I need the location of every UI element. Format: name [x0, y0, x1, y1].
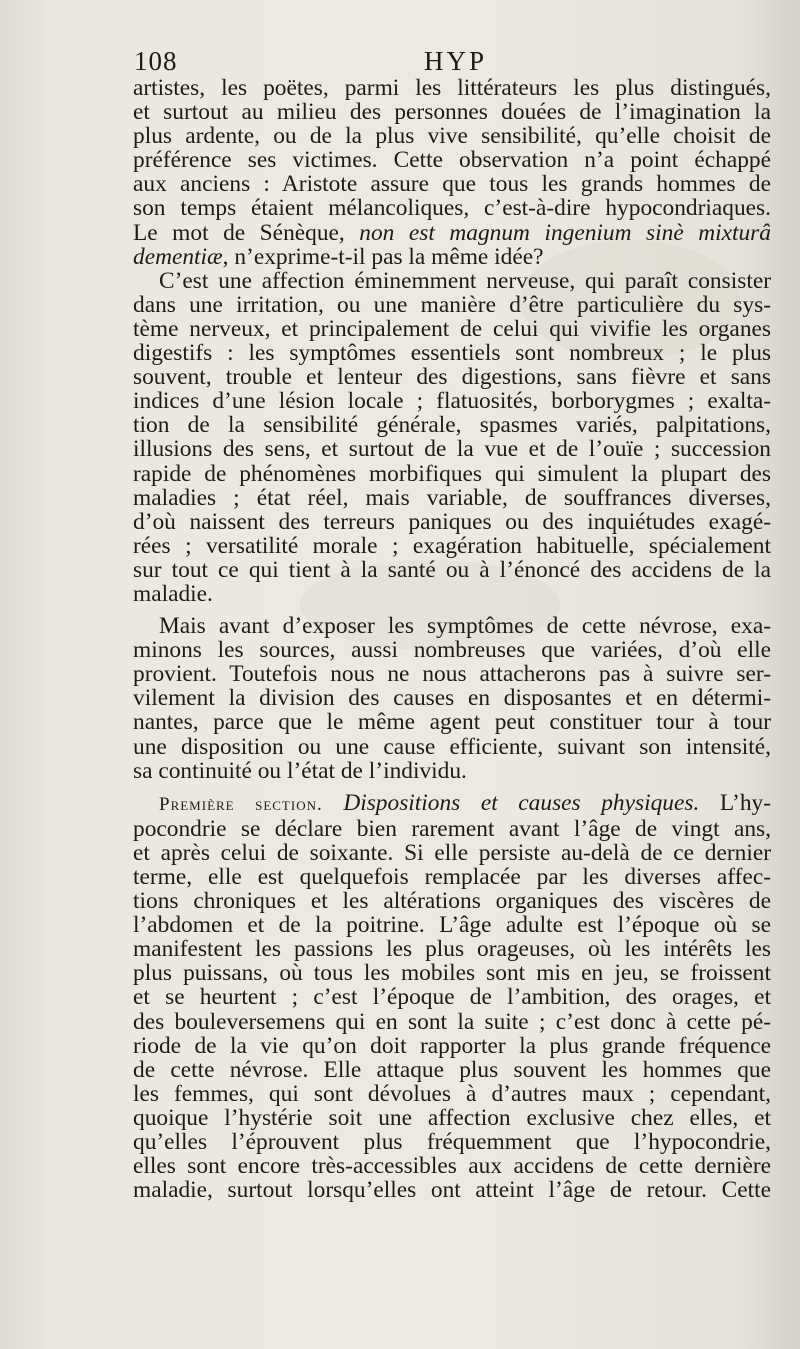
text-line: vilement la division des causes en disposantes et en détermi- [133, 685, 771, 712]
text-line: sa continuité ou l’état de l’individu. [133, 757, 467, 784]
text-line: et surtout au milieu des personnes douées de l’imagination la [133, 99, 771, 126]
text-line: souvent, trouble et lenteur des digestions, sans fièvre et sans [133, 364, 771, 391]
body-text [133, 76, 771, 1202]
text-line: aux anciens : Aristote assure que tous les grands hommes de [133, 171, 771, 198]
quote-intro: Le mot de Sénèque, [133, 219, 360, 246]
text-line [133, 245, 771, 269]
text-line: préférence ses victimes. Cette observation n’a point échappé [133, 147, 771, 174]
paragraph [133, 614, 771, 783]
latin-quote-end: dementiæ [133, 243, 223, 270]
text-line: rées ; versatilité morale ; exagération habituelle, spécialement [133, 532, 771, 559]
text-line: nantes, parce que le même agent peut constituer tour à tour [133, 709, 771, 736]
text-line: tème nerveux, et principalement de celui qui vivifie les organes [133, 315, 771, 342]
text-line: d’où naissent des terreurs paniques ou des inquiétudes exagé- [133, 508, 771, 535]
section-first-words: L’hy- [699, 789, 772, 816]
text-line: des bouleversemens qui en sont la suite ; c’est donc à cette pé- [133, 1008, 771, 1035]
text-line: tion de la sensibilité générale, spasmes variés, palpitations, [133, 412, 771, 439]
text-line: plus puissans, où tous les mobiles sont mis en jeu, se froissent [133, 960, 771, 987]
text-line: et après celui de soixante. Si elle persiste au-delà de ce dernier [133, 839, 771, 866]
text-line: Mais avant d’exposer les symptômes de cette névrose, exa- [159, 613, 771, 640]
page-number: 108 [134, 46, 178, 76]
text-line: manifestent les passions les plus orageuses, où les intérêts les [133, 936, 771, 963]
text-line: les femmes, qui sont dévolues à d’autres maux ; cependant, [133, 1080, 771, 1107]
text-line: digestifs : les symptômes essentiels sont nombreux ; le plus [133, 340, 771, 367]
text-line: tions chroniques et les altérations organiques des viscères de [133, 888, 771, 915]
text-line: artistes, les poëtes, parmi les littérateurs les plus distingués, [133, 75, 771, 101]
text-line: sur tout ce qui tient à la santé ou à l’énoncé des accidens de la [133, 556, 771, 583]
text-line: indices d’une lésion locale ; flatuosités, borborygmes ; exalta- [133, 388, 771, 415]
text-line: son temps étaient mélancoliques, c’est-à-dire hypocondriaques. [133, 195, 771, 222]
text-line: plus ardente, ou de la plus vive sensibilité, qu’elle choisit de [133, 123, 771, 150]
text-line: maladie. [133, 580, 213, 607]
text-line: pocondrie se déclare bien rarement avant l’âge de vingt ans, [133, 815, 771, 842]
text-line: provient. Toutefois nous ne nous attacherons pas à suivre ser- [133, 661, 771, 688]
text-line: l’abdomen et de la poitrine. L’âge adulte est l’époque où se [133, 912, 771, 939]
latin-quote: non est magnum ingenium sinè mixturâ [359, 219, 771, 246]
text-line: quoique l’hystérie soit une affection exclusive chez elles, et [133, 1104, 771, 1131]
text-line: dans une irritation, ou une manière d’être particulière du sys- [133, 291, 771, 318]
text-line: rapide de phénomènes morbifiques qui simulent la plupart des [133, 460, 771, 487]
paragraph [133, 269, 771, 606]
section-title: Dispositions et causes physiques. [343, 789, 700, 816]
text-line: minons les sources, aussi nombreuses que variées, d’où elle [133, 637, 771, 664]
text-line: maladie, surtout lorsqu’elles ont atteint l’âge de retour. Cette [133, 1177, 771, 1204]
text-line: riode de la vie qu’on doit rapporter la plus grande fréquence [133, 1032, 771, 1059]
text-line: illusions des sens, et surtout de la vue et de l’ouïe ; succession [133, 436, 771, 463]
paragraph [133, 791, 771, 1203]
text-line: maladies ; état réel, mais variable, de souffrances diverses, [133, 484, 771, 511]
text-line: terme, elle est quelquefois remplacée par les diverses affec- [133, 864, 771, 890]
text-line: qu’elles l’éprouvent plus fréquemment que l’hypocondrie, [133, 1129, 771, 1156]
text-line: une disposition ou une cause efficiente, suivant son intensité, [133, 733, 771, 760]
section-label: Première section. [159, 793, 323, 815]
running-head: HYP [424, 46, 488, 76]
text-line: de cette névrose. Elle attaque plus souvent les hommes que [133, 1056, 771, 1083]
text-line [133, 791, 771, 817]
text-line: elles sont encore très-accessibles aux accidens de cette dernière [133, 1153, 771, 1180]
text-line: et se heurtent ; c’est l’époque de l’ambition, des orages, et [133, 984, 771, 1011]
text-line [133, 221, 771, 245]
paragraph [133, 76, 771, 269]
quote-outro: , n’exprime-t-il pas la même idée? [222, 243, 544, 270]
text-line: C’est une affection éminemment nerveuse, qui paraît consister [159, 267, 771, 294]
